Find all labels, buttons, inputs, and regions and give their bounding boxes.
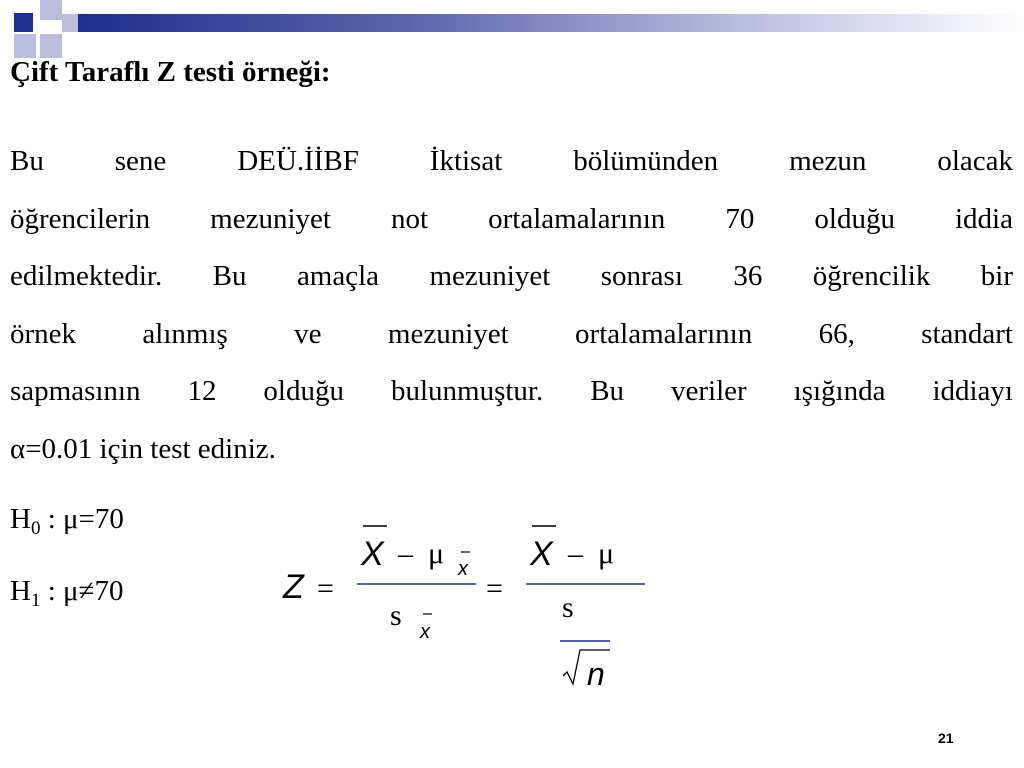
formula-n: n [587,656,605,692]
h0-statement: : μ=70 [40,503,124,535]
h0-label: H [10,503,31,535]
problem-line: α=0.01 için test ediniz. [10,432,276,465]
header-gradient-bar [78,14,1024,32]
formula-mu-1: μ [428,537,445,570]
h0-index: 0 [30,518,41,539]
problem-line: örnek alınmış ve mezuniyet ortalamalarının 66, standart [10,317,1013,350]
formula-sub-x-2: x [420,621,430,643]
formula-sub-x-1: x [458,558,468,580]
problem-line: sapmasının 12 olduğu bulunmuştur. Bu veriler ışığında iddiayı [10,375,1013,407]
formula-sigma-2: s [562,591,574,624]
formula-equals-2: = [486,572,503,605]
page-number: 21 [938,730,954,746]
alternative-hypothesis [10,575,123,612]
sqrt-icon [563,650,610,684]
problem-line: Bu sene DEÜ.İİBF İktisat bölümünden mezun olacak [10,145,1013,177]
h1-statement: : μ≠70 [40,575,124,607]
formula-equals-1: = [317,572,334,605]
header-square-light-1 [40,0,62,20]
h1-index: 1 [30,590,41,611]
formula-xbar-1: X [361,535,384,573]
null-hypothesis [10,503,124,540]
formula-xbar-2: X [530,535,553,573]
slide-title: Çift Taraflı Z testi örneği: [10,56,331,88]
header-square-light-4 [62,14,78,32]
problem-text [10,133,1013,478]
header-square-dark [14,13,33,32]
header-square-light-2 [14,34,36,58]
formula-minus-1: – [398,537,413,570]
problem-line: edilmektedir. Bu amaçla mezuniyet sonrası 36 öğrencilik bir [10,260,1013,292]
problem-line: öğrencilerin mezuniyet not ortalamalarının 70 olduğu iddia [10,202,1013,235]
formula-mu-2: μ [598,537,615,570]
header-square-light-3 [40,34,62,58]
formula-minus-2: – [568,537,583,570]
formula-z: Z [283,568,304,606]
formula-sigma-1: s [390,599,402,632]
h1-label: H [10,575,31,607]
